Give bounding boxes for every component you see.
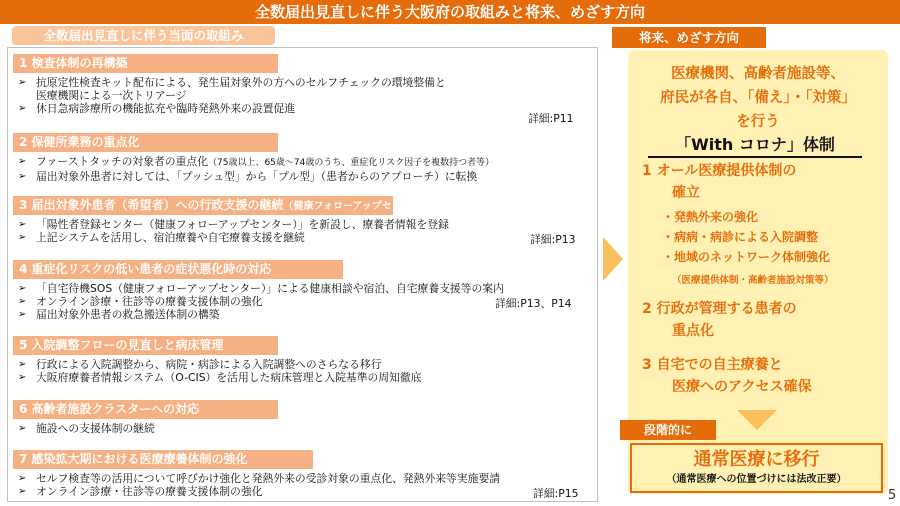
left-panel bbox=[7, 47, 598, 502]
bullet-icon: ➢ bbox=[18, 296, 27, 307]
list-item: ➢ オンライン診療・往診等の療養支援体制の強化 bbox=[18, 295, 263, 308]
list-item: ➢ 「陽性者登録センター（健康フォローアップセンター）」を新設し、療養者情報を登録 bbox=[18, 218, 449, 231]
sub-note: （医療提供体制・高齢者施設対策等） bbox=[672, 275, 834, 286]
down-arrow-icon bbox=[737, 410, 777, 430]
bullet-icon: ➢ bbox=[18, 309, 27, 320]
list-item: ➢ 休日急病診療所の機能拡充や臨時発熱外来の設置促進 bbox=[18, 102, 296, 115]
bullet-icon: ➢ bbox=[18, 103, 27, 114]
detail-ref: 詳細:P13、P14 bbox=[495, 297, 572, 310]
direction-item-2: 2 行政が管理する患者の bbox=[642, 301, 797, 317]
bullet-icon: ➢ bbox=[18, 156, 27, 167]
bullet-icon: ➢ bbox=[18, 473, 27, 484]
detail-ref: 詳細:P11 bbox=[528, 112, 574, 125]
intro-line: を行う bbox=[736, 114, 780, 130]
section-heading: 1 検査体制の再構築 bbox=[13, 54, 278, 73]
list-item: ➢ 施設への支援体制の継続 bbox=[18, 422, 155, 435]
list-item: ➢ ファーストタッチの対象者の重点化（75歳以上、65歳～74歳のうち、重症化リスク因子を複数持つ者等） bbox=[18, 155, 495, 168]
list-item: ➢ 行政による入院調整から、病院・病診による入院調整へのさらなる移行 bbox=[18, 358, 382, 371]
bullet-icon: ➢ bbox=[18, 486, 27, 497]
list-item: ➢ 「自宅待機SOS（健康フォローアップセンター）」による健康相談や宿泊、自宅療養支援等の案内 bbox=[18, 282, 504, 295]
section-heading: 2 保健所業務の重点化 bbox=[13, 133, 278, 152]
bullet-icon: ➢ bbox=[18, 359, 27, 370]
final-goal-note: （通常医療への位置づけには法改正要） bbox=[666, 474, 847, 485]
final-goal-title: 通常医療に移行 bbox=[693, 449, 820, 470]
list-item: ➢ 大阪府療養者情報システム（O-CIS）を活用した病床管理と入院基準の周知徹底 bbox=[18, 371, 422, 384]
list-item: ➢ 届出対象外患者の救急搬送体制の構築 bbox=[18, 308, 220, 321]
sub-item: ・病病・病診による入院調整 bbox=[662, 230, 819, 244]
section-heading: 5 入院調整フローの見直しと病床管理 bbox=[13, 336, 278, 355]
left-column-header: 全数届出見直しに伴う当面の取組み bbox=[12, 26, 275, 45]
list-item: ➢ 届出対象外患者に対しては、「プッシュ型」から「プル型」（患者からのアプローチ）に転換 bbox=[18, 170, 478, 183]
bullet-icon: ➢ bbox=[18, 372, 27, 383]
right-column-header: 将来、めざす方向 bbox=[612, 27, 766, 48]
direction-item-1-cont: 確立 bbox=[672, 185, 700, 201]
right-arrow-icon bbox=[603, 237, 623, 281]
page-number: 5 bbox=[888, 488, 897, 503]
bullet-icon: ➢ bbox=[18, 219, 27, 230]
bullet-icon: ➢ bbox=[18, 77, 27, 88]
direction-item-2-cont: 重点化 bbox=[672, 323, 714, 339]
detail-ref: 詳細:P15 bbox=[533, 487, 579, 500]
sub-item: ・地域のネットワーク体制強化 bbox=[662, 250, 831, 264]
list-item: ➢ 上記システムを活用し、宿泊療養や自宅療養支援を継続 bbox=[18, 231, 305, 244]
list-item: ➢ セルフ検査等の活用について呼びかけ強化と発熱外来の受診対象の重点化、発熱外来等実施要請 bbox=[18, 472, 501, 485]
list-item: ➢ オンライン診療・往診等の療養支援体制の強化 bbox=[18, 485, 263, 498]
section-heading: 3 届出対象外患者（希望者）への行政支援の継続（健康フォローアップセンター設置） bbox=[13, 196, 393, 215]
detail-ref: 詳細:P13 bbox=[530, 233, 576, 246]
bullet-icon: ➢ bbox=[18, 232, 27, 243]
stage-badge: 段階的に bbox=[620, 420, 716, 440]
intro-line: 医療機関、高齢者施設等、 bbox=[671, 66, 845, 82]
section-heading: 7 感染拡大期における医療療養体制の強化 bbox=[13, 450, 313, 469]
bullet-icon: ➢ bbox=[18, 423, 27, 434]
direction-item-1: 1 オール医療提供体制の bbox=[642, 163, 797, 179]
section-heading: 6 高齢者施設クラスターへの対応 bbox=[13, 400, 278, 419]
list-item: 医療機関による一次トリアージ bbox=[36, 89, 187, 102]
page-title: 全数届出見直しに伴う大阪府の取組みと将来、めざす方向 bbox=[0, 0, 900, 24]
final-goal-box bbox=[630, 443, 883, 493]
direction-item-3: 3 自宅での自主療養と bbox=[642, 357, 783, 373]
direction-item-3-cont: 医療へのアクセス確保 bbox=[672, 379, 812, 395]
bullet-icon: ➢ bbox=[18, 283, 27, 294]
with-corona-heading: 「With コロナ」体制 bbox=[648, 134, 862, 158]
bullet-icon: ➢ bbox=[18, 171, 27, 182]
list-item: ➢ 抗原定性検査キット配布による、発生届対象外の方へのセルフチェックの環境整備と bbox=[18, 76, 446, 89]
sub-item: ・発熱外来の強化 bbox=[662, 210, 759, 224]
section-heading: 4 重症化リスクの低い患者の症状悪化時の対応 bbox=[13, 260, 343, 279]
intro-line: 府民が各自、「備え」・「対策」 bbox=[660, 90, 856, 106]
